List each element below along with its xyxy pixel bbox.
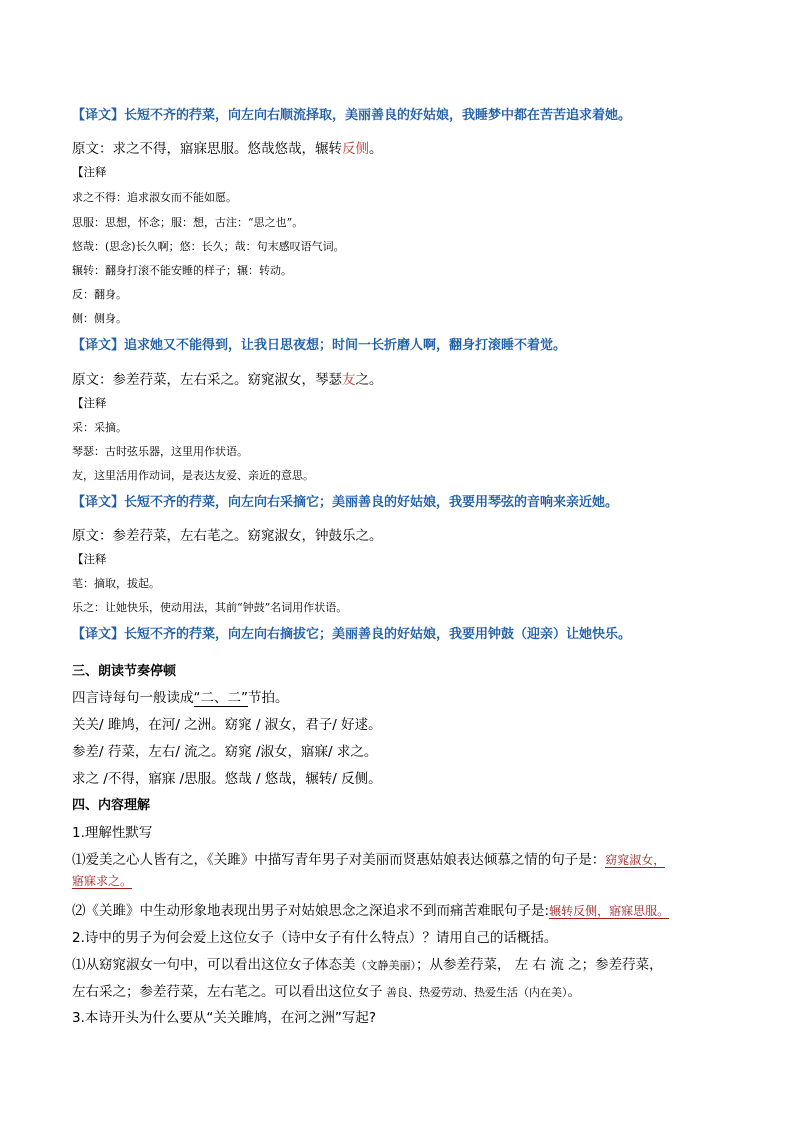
original-text-2: 原文：参差荇菜，左右采之。窈窕淑女，琴瑟友之。 (72, 372, 383, 388)
note-heading: 【注释 (72, 396, 107, 410)
note-line: 芼：摘取，拔起。 (72, 577, 160, 590)
highlight-word: 友 (342, 372, 356, 388)
question-3: 3.本诗开头为什么要从“关关雎鸠，在河之洲”写起? (72, 1010, 377, 1026)
rhythm-line: 关关/ 雎鸠，在河/ 之洲。窈窕 / 淑女，君子/ 好逑。 (72, 717, 382, 733)
handwritten-answer: （文静美丽） (355, 959, 416, 972)
handwritten-answer: 善良、热爱劳动、热爱生活（内在美） (382, 986, 568, 999)
note-line: 思服：思想，怀念；服：想，古注：“思之也”。 (72, 216, 304, 229)
question-2-answer: ⑴从窈窕淑女一句中，可以看出这位女子体态美（文静美丽）；从参差荇菜， 左 右 流 之；参差荇菜， (72, 957, 663, 973)
note-line: 乐之：让她快乐，使动用法，其前“钟鼓”名词用作状语。 (72, 601, 348, 614)
note-line: 求之不得：追求淑女而不能如愿。 (72, 191, 237, 204)
note-line: 琴瑟：古时弦乐器，这里用作状语。 (72, 445, 248, 458)
translation-3: 【译文】长短不齐的荇菜，向左向右采摘它；美丽善良的好姑娘，我要用琴弦的音响来亲近她。 (72, 495, 619, 510)
question-1a: ⑴爱美之心人皆有之，《关雎》中描写青年男子对美丽而贤惠姑娘表达倾慕之情的句子是：窈窕淑女， (72, 852, 666, 868)
note-line: 采：采摘。 (72, 421, 127, 434)
question-1a-cont (72, 872, 132, 889)
handwritten-answer: 寤寐求之。 (72, 874, 133, 888)
note-heading: 【注释 (72, 552, 107, 566)
translation-2: 【译文】追求她又不能得到，让我日思夜想；时间一长折磨人啊，翻身打滚睡不着觉。 (72, 338, 567, 353)
question-1: 1.理解性默写 (72, 825, 153, 841)
note-line: 悠哉：(思念)长久啊；悠：长久；哉：句末感叹语气词。 (72, 240, 345, 253)
rhythm-line: 求之 /不得，寤寐 /思服。悠哉 / 悠哉，辗转/ 反侧。 (72, 771, 382, 787)
translation-4: 【译文】长短不齐的荇菜，向左向右摘拔它；美丽善良的好姑娘，我要用钟鼓（迎亲）让她快乐。 (72, 627, 632, 642)
rhythm-intro: 四言诗每句一般读成“二、二”节拍。 (72, 690, 289, 706)
original-text-3: 原文：参差荇菜，左右芼之。窈窕淑女，钟鼓乐之。 (72, 528, 383, 544)
highlight-word: 反侧 (342, 141, 369, 157)
section-heading-3: 三、朗读节奏停顿 (72, 664, 177, 679)
translation-1: 【译文】长短不齐的荇菜，向左向右顺流择取，美丽善良的好姑娘，我睡梦中都在苦苦追求着她。 (72, 108, 632, 123)
note-line: 友，这里活用作动词，是表达友爱、亲近的意思。 (72, 469, 314, 482)
rhythm-line: 参差/ 荇菜，左右/ 流之。窈窕 /淑女，寤寐/ 求之。 (72, 744, 378, 760)
question-2: 2.诗中的男子为何会爱上这位女子（诗中女子有什么特点）？请用自己的话概括。 (72, 930, 558, 946)
note-line: 反：翻身。 (72, 288, 127, 301)
note-heading: 【注释 (72, 165, 107, 179)
handwritten-answer: 辗转反侧，寤寐思服。 (549, 904, 670, 918)
original-text-1: 原文：求之不得，寤寐思服。悠哉悠哉，辗转反侧。 (72, 141, 383, 157)
question-1b: ⑵《关雎》中生动形象地表现出男子对姑娘思念之深追求不到而痛苦难眠句子是:辗转反侧，寤寐思服。 (72, 903, 670, 919)
note-line: 侧：侧身。 (72, 312, 127, 325)
question-2-answer-cont: 左右采之；参差荇菜，左右芼之。可以看出这位女子 善良、热爱劳动、热爱生活（内在美）。 (72, 984, 581, 1000)
handwritten-answer: 窈窕淑女， (605, 853, 666, 867)
section-heading-4: 四、内容理解 (72, 798, 151, 813)
note-line: 辗转：翻身打滚不能安睡的样子；辗：转动。 (72, 264, 292, 277)
